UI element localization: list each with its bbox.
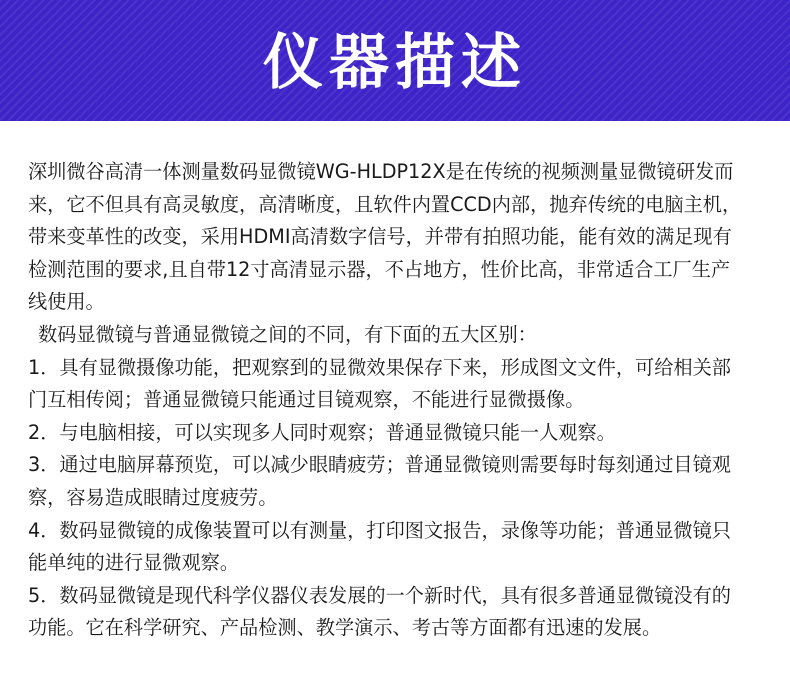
intro-paragraph [28,156,773,319]
compare-heading: 数码显微镜与普通显微镜之间的不同，有下面的五大区别： [38,322,537,346]
description-body [28,156,773,645]
difference-line: 察，容易造成眼睛过度疲劳。 [28,485,278,509]
header-banner [0,0,790,121]
difference-line: 4．数码显微镜的成像装置可以有测量，打印图文报告，录像等功能；普通显微镜只 [28,518,731,542]
difference-line: 功能。它在科学研究、产品检测、教学演示、考古等方面都有迅速的发展。 [28,616,662,640]
difference-item-1 [28,352,773,417]
difference-item-5 [28,580,773,645]
intro-line: 带来变革性的改变，采用HDMI高清数字信号，并带有拍照功能，能有效的满足现有 [28,225,732,249]
intro-line: 深圳微谷高清一体测量数码显微镜WG-HLDP12X是在传统的视频测量显微镜研发而 [28,160,734,183]
difference-item-4 [28,515,773,580]
difference-line: 能单纯的进行显微观察。 [28,551,240,575]
page-title: 仪器描述 [263,27,527,98]
intro-line: 来，它不但具有高灵敏度，高清晰度，且软件内置CCD内部，抛弃传统的电脑主机， [28,192,742,216]
difference-line: 门互相传阅；普通显微镜只能通过目镜观察，不能进行显微摄像。 [28,388,585,412]
difference-line: 5．数码显微镜是现代科学仪器仪表发展的一个新时代，具有很多普通显微镜没有的 [28,583,731,607]
intro-line: 检测范围的要求,且自带12寸高清显示器，不占地方，性价比高，非常适合工厂生产 [28,257,731,281]
difference-line: 3．通过电脑屏幕预览，可以减少眼睛疲劳；普通显微镜则需要每时每刻通过目镜观 [28,453,731,477]
difference-line: 2．与电脑相接，可以实现多人同时观察；普通显微镜只能一人观察。 [28,420,616,444]
intro-line: 线使用。 [28,290,105,314]
difference-line: 1．具有显微摄像功能，把观察到的显微效果保存下来，形成图文文件，可给相关部 [28,355,731,379]
difference-item-3 [28,449,773,514]
difference-item-2 [28,417,773,450]
